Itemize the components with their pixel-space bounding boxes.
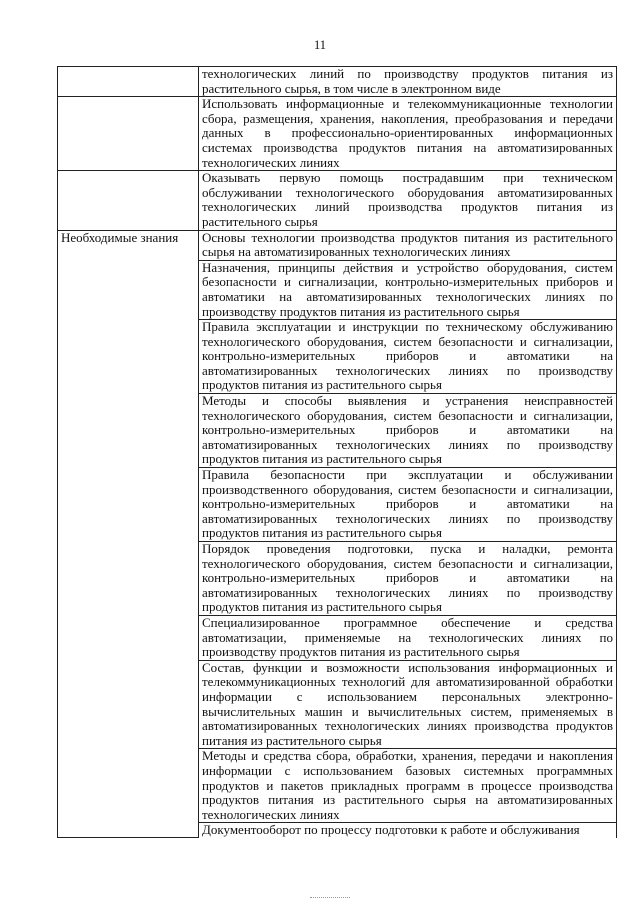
row-text: Использовать информационные и телекоммуникационные технологии сбора, размещения, хранения, накопления, преобразования и передачи данных в профессионально-ориентированных информационных системах производства продуктов питания на автоматизированных технологических линиях <box>199 97 617 171</box>
row-text: Порядок проведения подготовки, пуска и наладки, ремонта технологического оборудования, систем безопасности и сигнализации, контрольно-измерительных приборов и автоматики на автоматизированных технологических линиях по производству продуктов питания из растительного сырья <box>199 542 617 616</box>
row-text: Документооборот по процессу подготовки к работе и обслуживания <box>199 823 617 838</box>
table-row <box>58 97 617 171</box>
row-text: Оказывать первую помощь пострадавшим при техническом обслуживании технологического оборудования автоматизированных технологических линий производства продуктов питания из растительного сырья <box>199 171 617 230</box>
row-label <box>58 67 199 97</box>
row-text: Специализированное программное обеспечение и средства автоматизации, применяемые на технологических линиях по производству продуктов питания из растительного сырья <box>199 615 617 660</box>
row-text: технологических линий по производству продуктов питания из растительного сырья, в том числе в электронном виде <box>199 67 617 97</box>
row-label <box>58 171 199 230</box>
table-row <box>58 171 617 230</box>
row-text: Правила эксплуатации и инструкции по техническому обслуживанию технологического оборудования, систем безопасности и сигнализации, контрольно-измерительных приборов и автоматики на автоматизированных технологических линиях по производству продуктов питания из растительного сырья <box>199 320 617 394</box>
row-text: Правила безопасности при эксплуатации и обслуживании производственного оборудования, систем безопасности и сигнализации, контрольно-измерительных приборов и автоматики на автоматизированных технологических линиях по производству продуктов питания из растительного сырья <box>199 468 617 542</box>
section-label-required-knowledge: Необходимые знания <box>58 230 199 838</box>
row-text: Основы технологии производства продуктов питания из растительного сырья на автоматизированных технологических линиях <box>199 230 617 260</box>
row-text: Методы и средства сбора, обработки, хранения, передачи и накопления информации с использованием базовых системных программных продуктов и пакетов прикладных программ в процессе производства продуктов питания из растительного сырья на автоматизированных технологических линиях <box>199 749 617 823</box>
row-label <box>58 97 199 171</box>
row-text: Назначения, принципы действия и устройство оборудования, систем безопасности и сигнализации, контрольно-измерительных приборов и автоматики на автоматизированных технологических линиях по производству продуктов питания из растительного сырья <box>199 260 617 319</box>
table-row <box>58 230 617 260</box>
table-row <box>58 67 617 97</box>
scan-artifact <box>310 897 350 900</box>
page-number: 11 <box>313 38 327 52</box>
requirements-table <box>57 66 617 838</box>
row-text: Методы и способы выявления и устранения неисправностей технологического оборудования, систем безопасности и сигнализации, контрольно-измерительных приборов и автоматики на автоматизированных технологических линиях по производству продуктов питания из растительного сырья <box>199 394 617 468</box>
row-text: Состав, функции и возможности использования информационных и телекоммуникационных технологий для автоматизированной обработки информации с использованием персональных электронно-вычислительных машин и вычислительных систем, применяемых в автоматизированных технологических линиях производства продуктов питания из растительного сырья <box>199 660 617 749</box>
